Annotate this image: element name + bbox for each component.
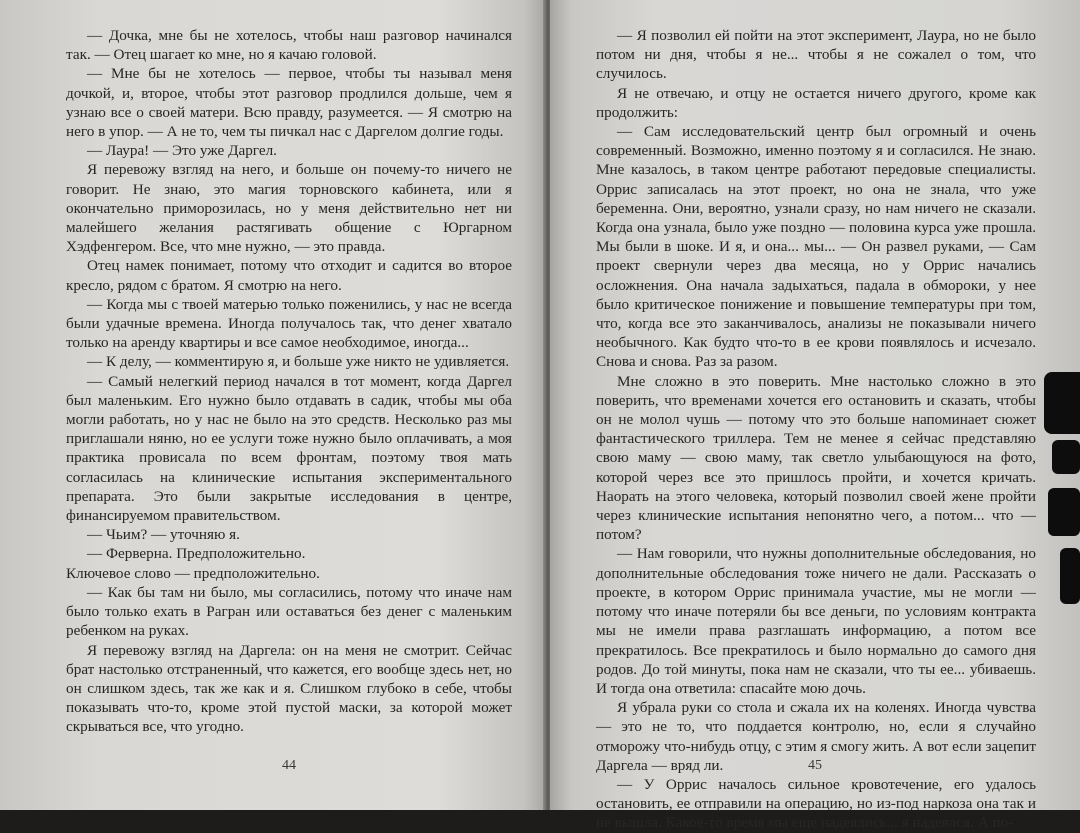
- paragraph: Ключевое слово — предположительно.: [66, 564, 320, 582]
- paragraph: — Дочка, мне бы не хотелось, чтобы наш разговор начинался так. — Отец шагает ко мне, но я качаю головой.: [66, 27, 512, 64]
- binder-clip: [1048, 488, 1080, 536]
- paragraph: Мне сложно в это поверить. Мне настолько сложно в это поверить, что временами хочется его остановить и сказать, чтобы он не молол чушь — потому что это больше напоминает сюжет фантастического триллера. Тем не менее я сейчас представляю свою маму — свою маму, так светло улыбающуюся на фото, которой через все это пришлось пройти, и хочется кричать. Наорать на этого человека, который позволил своей жене пройти через клинические испытания непонятно чего, а потом... что — потом?: [596, 372, 1036, 544]
- paragraph: — К делу, — комментирую я, и больше уже никто не удивляется.: [87, 353, 510, 371]
- paragraph: Я не отвечаю, и отцу не остается ничего другого, кроме как продолжить:: [596, 84, 1036, 121]
- paragraph: Я перевожу взгляд на него, и больше он почему-то ничего не говорит. Не знаю, это магия торновского кабинета, или я окончательно приморозилась, но у меня действительно нет ни малейшего желания растягивать общение с Юргарном Хэдфенгером. Все, что мне нужно, — это правда.: [66, 161, 512, 256]
- right-page-text: [596, 26, 1036, 833]
- left-page: [0, 0, 546, 810]
- paragraph: — Я позволил ей пойти на этот эксперимент, Лаура, но не было потом ни дня, чтобы я не... чтобы я не сожалел о том, что случилось.: [596, 27, 1036, 83]
- paragraph: — Нам говорили, что нужны дополнительные обследования, но дополнительные обследования тоже ничего не дали. Рассказать о проекте, в котором Оррис принимала участие, мы не могли — потому что иначе потеряли бы все деньги, по условиям контракта мы не имели права разглашать информацию, а потом все прекратилось. Все прекратилось и было нормально до самого дня родов. До той минуты, пока нам не сказали, что ты ее... убиваешь. И тогда она ответила: спасайте мою дочь.: [596, 545, 1036, 697]
- right-page-number: 45: [808, 758, 822, 773]
- paragraph: — Когда мы с твоей матерью только поженились, у нас не всегда были удачные времена. Иногда получалось так, что денег хватало только на аренду квартиры и все самое необходимое, иногда...: [66, 295, 512, 352]
- paragraph: Отец намек понимает, потому что отходит и садится во второе кресло, рядом с братом. Я смотрю на него.: [66, 257, 512, 294]
- paragraph: Я убрала руки со стола и сжала их на коленях. Иногда чувства — это не то, что поддается контролю, но, если я случайно отморожу что-нибудь отцу, с этим я смогу жить. А вот если зацепит Даргела — вряд ли.: [596, 699, 1036, 774]
- paragraph: — Ферверна. Предположительно.: [87, 545, 306, 563]
- left-page-text: [66, 26, 512, 737]
- paragraph: — Мне бы не хотелось — первое, чтобы ты называл меня дочкой, и, второе, чтобы этот разговор продлился дольше, чем я узнаю все о своей матери. Всю правду, разумеется. — Я смотрю на него в упор. — А не то, чем ты пичкал нас с Даргелом долгие годы.: [66, 65, 512, 141]
- paragraph: Я перевожу взгляд на Даргела: он на меня не смотрит. Сейчас брат настолько отстраненный, что кажется, его вообще здесь нет, но он слишком здесь, так же как и я. Слишком глубоко в себе, чтобы показывать что-то, кроме этой пустой маски, за которой может скрываться все, что угодно.: [66, 641, 512, 736]
- paragraph: — Чьим? — уточняю я.: [87, 526, 240, 544]
- paragraph: — Самый нелегкий период начался в тот момент, когда Даргел был маленьким. Его нужно было отдавать в садик, чтобы мы оба могли работать, но у нас не было на это средств. Несколько раз мы приглашали няню, но ее услуги тоже нужно было оплачивать, а моя практика провисала по всем фронтам, поэтому твоя мать согласилась на клинические испытания экспериментального препарата. Это были закрытые исследования в центре, финансируемом правительством.: [66, 372, 512, 525]
- binder-clip: [1052, 440, 1080, 474]
- binder-clip: [1044, 372, 1080, 434]
- paragraph: — Лаура! — Это уже Даргел.: [87, 142, 277, 160]
- paragraph: — Сам исследовательский центр был огромный и очень современный. Возможно, именно поэтому я и согласился. Не знаю. Мне казалось, в таком центре работают передовые специалисты. Оррис записалась на этот проект, но она не знала, что уже беременна. Они, вероятно, узнали сразу, но нам ничего не сказали. Когда она узнала, было уже поздно — половина курса уже прошла. Мы были в шоке. И я, и она... мы... — Он развел руками, — Сам проект свернули через два месяца, но у Оррис начались осложнения. Она начала задыхаться, падала в обмороки, у нее было критическое понижение и повышение температуры при том, что, когда все это заканчивалось, анализы не показывали ничего необычного. Как будто что-то в ее крови появлялось и исчезало. Снова и снова. Раз за разом.: [596, 123, 1036, 371]
- right-page: [550, 0, 1080, 832]
- left-page-number: 44: [282, 758, 296, 773]
- paragraph: — У Оррис началось сильное кровотечение, его удалось остановить, ее отправили на операцию, но из-под наркоза она так и не вышла. Какое-то время мы еще надеялись... я надеялся. А по-: [596, 775, 1036, 832]
- paragraph: — Как бы там ни было, мы согласились, потому что иначе нам было только ехать в Рагран или оставаться без денег с маленьким ребенком на руках.: [66, 583, 512, 640]
- binder-clip: [1060, 548, 1080, 604]
